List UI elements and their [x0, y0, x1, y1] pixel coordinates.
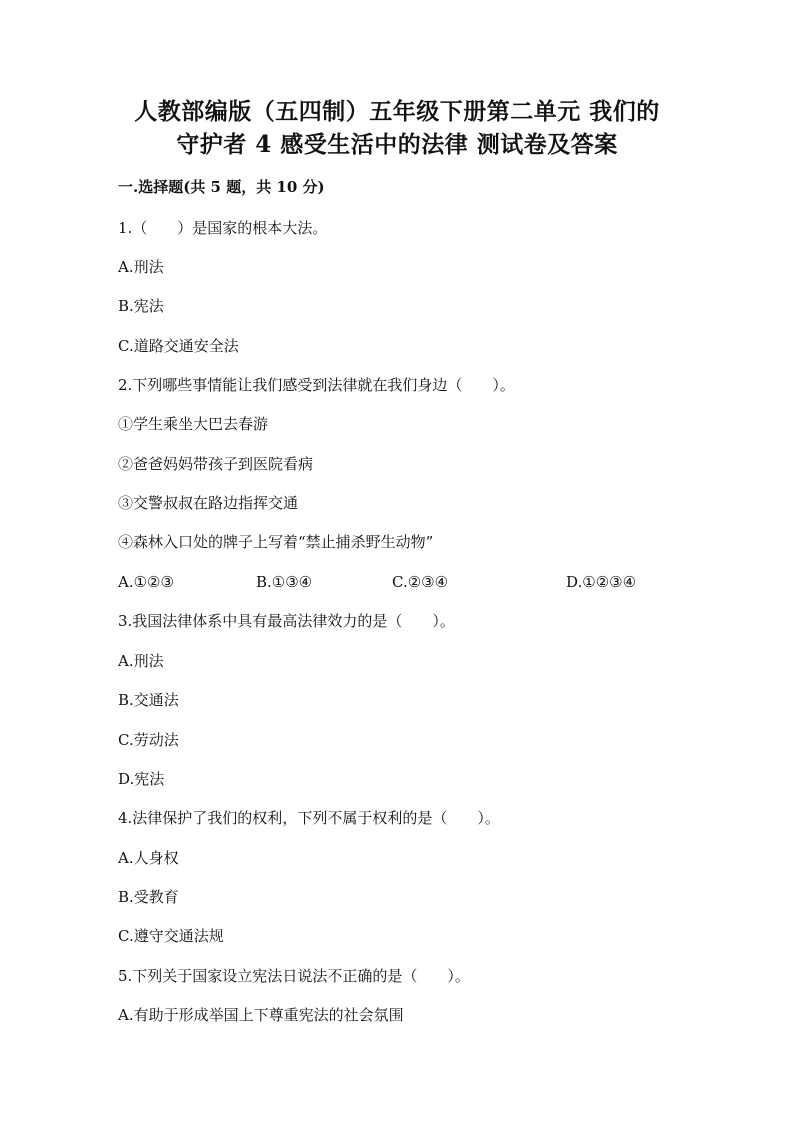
document-title-line-1: 人教部编版（五四制）五年级下册第二单元 我们的	[134, 98, 660, 125]
question-4-option-a: A.人身权	[118, 849, 179, 867]
question-3-stem: 3.我国法律体系中具有最高法律效力的是（ ）。	[118, 612, 455, 630]
question-2-option-a: A.①②③	[118, 573, 174, 591]
question-2-option-b: B.①③④	[256, 573, 313, 591]
question-3-option-b: B.交通法	[118, 691, 179, 709]
question-1-option-b: B.宪法	[118, 297, 164, 315]
question-5-stem: 5.下列关于国家设立宪法日说法不正确的是（ ）。	[118, 967, 470, 985]
question-5-option-a: A.有助于形成举国上下尊重宪法的社会氛围	[118, 1006, 404, 1024]
question-4-option-b: B.受教育	[118, 888, 179, 906]
question-1-stem: 1.（ ）是国家的根本大法。	[118, 219, 328, 237]
question-3-option-a: A.刑法	[118, 652, 164, 670]
question-3-option-d: D.宪法	[118, 770, 165, 788]
question-3-option-c: C.劳动法	[118, 731, 179, 749]
question-2-option-c: C.②③④	[392, 573, 449, 591]
question-2-option-d: D.①②③④	[566, 573, 637, 591]
question-1-option-a: A.刑法	[118, 258, 164, 276]
question-2-statement-4: ④森林入口处的牌子上写着“禁止捕杀野生动物”	[118, 533, 434, 551]
question-2-statement-1: ①学生乘坐大巴去春游	[118, 415, 269, 433]
question-2-stem: 2.下列哪些事情能让我们感受到法律就在我们身边（ ）。	[118, 376, 515, 394]
question-4-option-c: C.遵守交通法规	[118, 927, 224, 945]
document-title-line-2: 守护者 4 感受生活中的法律 测试卷及答案	[176, 131, 618, 158]
section-heading: 一.选择题(共 5 题，共 10 分)	[118, 178, 325, 196]
question-2-statement-3: ③交警叔叔在路边指挥交通	[118, 494, 299, 512]
question-2-statement-2: ②爸爸妈妈带孩子到医院看病	[118, 455, 314, 473]
question-4-stem: 4.法律保护了我们的权利，下列不属于权利的是（ ）。	[118, 809, 500, 827]
question-1-option-c: C.道路交通安全法	[118, 337, 239, 355]
